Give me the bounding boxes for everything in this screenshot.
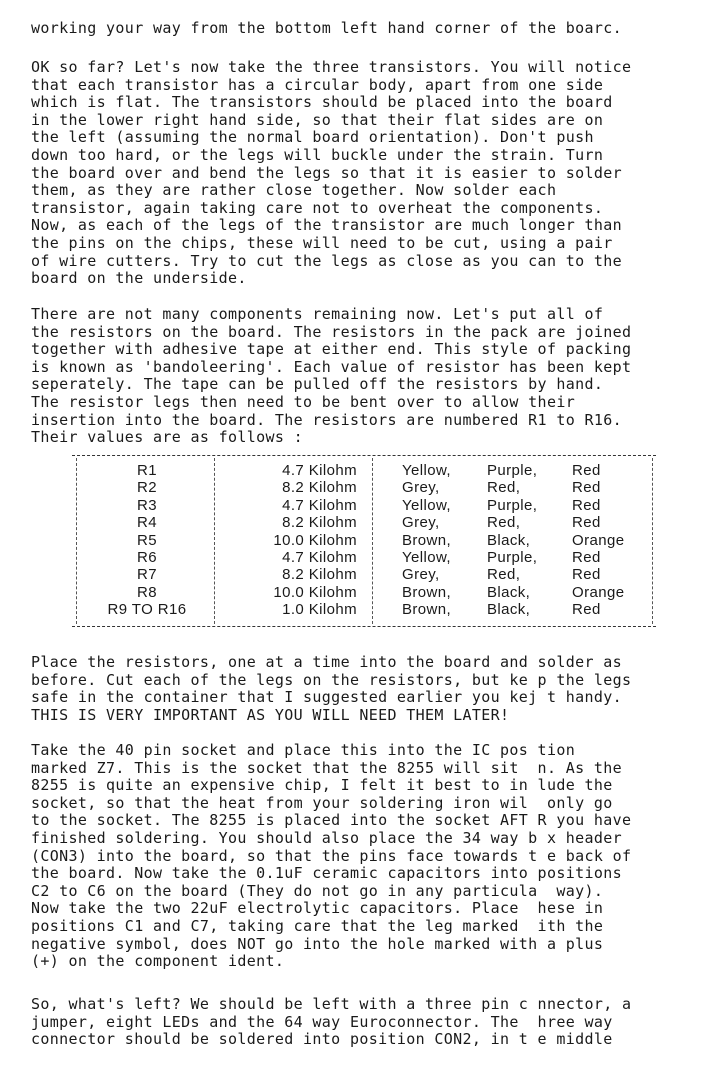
text-line: OK so far? Let's now take the three transistors. You will notice xyxy=(31,58,632,76)
color-band-2: Red, xyxy=(487,566,521,584)
resistance-value: 4.7 Kilohm xyxy=(282,496,357,514)
color-band-1: Yellow, xyxy=(402,496,451,514)
color-band-1: Grey, xyxy=(402,514,440,532)
resistance-value: 10.0 Kilohm xyxy=(273,531,357,549)
color-band-2: Purple, xyxy=(487,462,538,479)
text-line: Their values are as follows : xyxy=(31,428,304,447)
color-band-2: Black, xyxy=(487,583,531,601)
color-band-1: Brown, xyxy=(402,531,452,549)
color-band-1: Grey, xyxy=(402,479,440,497)
text-line: 8255 is quite an expensive chip, I felt it best to in lude the xyxy=(31,776,613,795)
resistor-id: R3 xyxy=(137,496,157,514)
text-line: Now take the two 22uF electrolytic capacitors. Place hese in xyxy=(31,899,604,918)
resistance-value: 4.7 Kilohm xyxy=(282,549,357,566)
resistance-value: 1.0 Kilohm xyxy=(282,601,357,619)
text-line: in the lower right hand side, so that their flat sides are on xyxy=(31,110,604,129)
text-line: negative symbol, does NOT go into the hole marked with a plus xyxy=(31,934,604,953)
color-band-1: Brown, xyxy=(402,601,452,619)
resistor-id: R5 xyxy=(137,531,157,549)
color-band-3: Red xyxy=(572,601,601,619)
text-line: Take the 40 pin socket and place this into the IC pos tion xyxy=(31,741,576,759)
text-line: safe in the container that I suggested earlier you kej t handy. xyxy=(31,688,622,707)
text-line: finished soldering. You should also place the 34 way b x header xyxy=(31,828,622,847)
resistor-id: R1 xyxy=(137,462,157,479)
resistor-id: R6 xyxy=(137,549,157,566)
resistance-value: 8.2 Kilohm xyxy=(282,566,357,584)
color-band-3: Orange xyxy=(572,583,625,601)
resistance-value: 10.0 Kilohm xyxy=(273,583,357,601)
table-row xyxy=(72,584,656,601)
color-band-1: Yellow, xyxy=(402,462,451,479)
text-line: the resistors on the board. The resistors in the pack are joined xyxy=(31,322,632,341)
color-band-1: Yellow, xyxy=(402,549,451,566)
table-row xyxy=(72,462,656,479)
text-line: jumper, eight LEDs and the 64 way Euroconnector. The hree way xyxy=(31,1012,613,1031)
color-band-2: Purple, xyxy=(487,496,538,514)
color-band-3: Red xyxy=(572,514,601,532)
text-line: The resistor legs then need to be bent over to allow their xyxy=(31,392,576,411)
color-band-2: Red, xyxy=(487,479,521,497)
color-band-3: Red xyxy=(572,566,601,584)
table-row xyxy=(72,601,656,618)
text-line: the board over and bend the legs so that it is easier to solder xyxy=(31,163,622,182)
resistor-id: R4 xyxy=(137,514,157,532)
text-line: board on the underside. xyxy=(31,269,247,288)
color-band-3: Red xyxy=(572,462,601,479)
color-band-2: Red, xyxy=(487,514,521,532)
paragraph-resistors xyxy=(31,306,721,447)
color-band-3: Red xyxy=(572,496,601,514)
resistor-values-table xyxy=(72,452,656,630)
color-band-2: Black, xyxy=(487,531,531,549)
resistance-value: 4.7 Kilohm xyxy=(282,462,357,479)
text-line: Place the resistors, one at a time into the board and solder as xyxy=(31,653,622,671)
text-line: that each transistor has a circular body, apart from one side xyxy=(31,75,604,94)
text-line: There are not many components remaining now. Let's put all of xyxy=(31,305,604,323)
text-line: the board. Now take the 0.1uF ceramic capacitors into positions xyxy=(31,864,622,883)
text-line: down too hard, or the legs will buckle under the strain. Turn xyxy=(31,145,604,164)
color-band-2: Black, xyxy=(487,601,531,619)
text-line: THIS IS VERY IMPORTANT AS YOU WILL NEED THEM LATER! xyxy=(31,705,510,724)
paragraph-place-resistors xyxy=(31,654,721,724)
table-top-rule xyxy=(72,455,656,456)
resistor-id: R9 TO R16 xyxy=(107,601,187,619)
text-line: (CON3) into the board, so that the pins face towards t e back of xyxy=(31,846,632,865)
paragraph-socket-capacitors xyxy=(31,742,721,971)
color-band-2: Purple, xyxy=(487,549,538,566)
resistance-value: 8.2 Kilohm xyxy=(282,479,357,497)
table-row xyxy=(72,497,656,514)
color-band-3: Orange xyxy=(572,531,625,549)
text-line: Now, as each of the legs of the transistor are much longer than xyxy=(31,216,622,235)
text-line: socket, so that the heat from your soldering iron wil only go xyxy=(31,793,613,812)
text-line: them, as they are rather close together. Now solder each xyxy=(31,181,557,200)
resistor-id: R7 xyxy=(137,566,157,584)
text-line: to the socket. The 8255 is placed into the socket AFT R you have xyxy=(31,811,632,830)
paragraph-continuation xyxy=(31,20,721,38)
table-row xyxy=(72,514,656,531)
table-row xyxy=(72,479,656,496)
color-band-1: Grey, xyxy=(402,566,440,584)
text-line: together with adhesive tape at either end. This style of packing xyxy=(31,340,632,359)
resistor-id: R8 xyxy=(137,583,157,601)
paragraph-transistors xyxy=(31,59,721,288)
text-line: the pins on the chips, these will need to be cut, using a pair xyxy=(31,233,613,252)
table-row xyxy=(72,532,656,549)
text-line: the left (assuming the normal board orientation). Don't push xyxy=(31,128,594,147)
text-line: positions C1 and C7, taking care that the leg marked ith the xyxy=(31,916,604,935)
text-line: (+) on the component ident. xyxy=(31,952,285,971)
text-line: before. Cut each of the legs on the resistors, but ke p the legs xyxy=(31,670,632,689)
resistance-value: 8.2 Kilohm xyxy=(282,514,357,532)
text-line: insertion into the board. The resistors are numbered R1 to R16. xyxy=(31,410,622,429)
table-row xyxy=(72,566,656,583)
color-band-3: Red xyxy=(572,549,601,566)
color-band-1: Brown, xyxy=(402,583,452,601)
color-band-3: Red xyxy=(572,479,601,497)
text-line: working your way from the bottom left hand corner of the boarc. xyxy=(31,19,622,37)
text-line: C2 to C6 on the board (They do not go in any particula way). xyxy=(31,881,604,900)
text-line: is known as 'bandoleering'. Each value of resistor has been kept xyxy=(31,357,632,376)
table-bottom-rule xyxy=(72,626,656,627)
text-line: of wire cutters. Try to cut the legs as close as you can to the xyxy=(31,251,622,270)
text-line: seperately. The tape can be pulled off the resistors by hand. xyxy=(31,375,604,394)
text-line: marked Z7. This is the socket that the 8255 will sit n. As the xyxy=(31,758,622,777)
paragraph-whats-left xyxy=(31,996,721,1049)
text-line: which is flat. The transistors should be placed into the board xyxy=(31,93,613,112)
text-line: So, what's left? We should be left with a three pin c nnector, a xyxy=(31,995,632,1013)
text-line: connector should be soldered into position CON2, in t e middle xyxy=(31,1030,613,1049)
text-line: transistor, again taking care not to overheat the components. xyxy=(31,198,604,217)
resistor-id: R2 xyxy=(137,479,157,497)
table-row xyxy=(72,549,656,566)
